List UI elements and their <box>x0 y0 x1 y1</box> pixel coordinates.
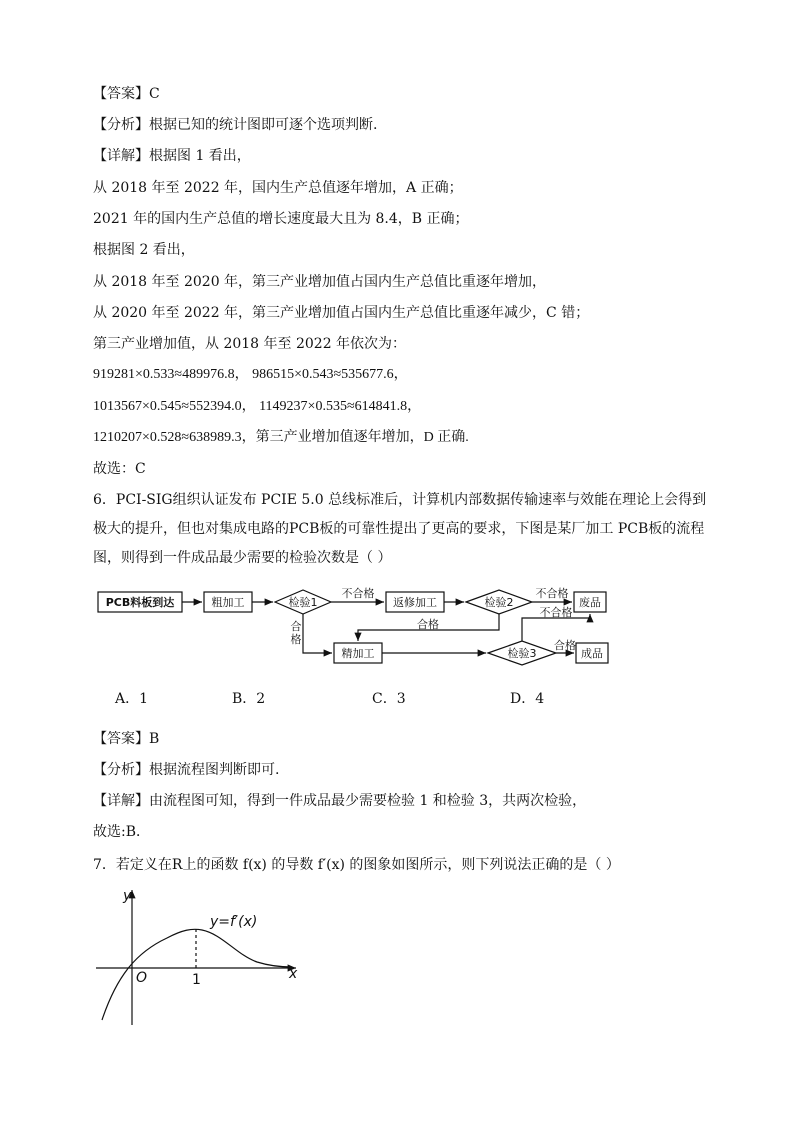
calculation-line: 919281×0.533≈489976.8， 986515×0.543≈535677.6， <box>93 367 408 382</box>
product-label: 成品 <box>581 647 603 660</box>
solution-line: 2021 年的国内生产总值的增长速度最大且为 8.4，B 正确； <box>93 211 469 227</box>
question-7-stem: 7．若定义在R上的函数 f(x) 的导数 f′(x) 的图象如图所示，则下列说法正确的是（ ） <box>93 857 620 873</box>
detail-line: 【详解】根据图 1 看出， <box>93 148 251 164</box>
choose-line: 故选:B． <box>93 824 151 840</box>
analysis-line: 【分析】根据已知的统计图即可逐个选项判断. <box>93 117 378 133</box>
option-a: A．1 <box>115 691 149 707</box>
fail-label: 不合格 <box>535 587 569 600</box>
analysis-line: 【分析】根据流程图判断即可. <box>93 762 280 778</box>
derivative-graph <box>92 880 312 1030</box>
y-axis-label: y <box>123 888 132 904</box>
pass-label: 合格 <box>554 639 576 652</box>
pass-label: 合格 <box>417 618 439 631</box>
option-b: B．2 <box>232 691 266 707</box>
flowchart <box>90 580 630 670</box>
solution-line: 从 2018 年至 2020 年，第三产业增加值占国内生产总值比重逐年增加， <box>93 274 547 290</box>
option-c: C．3 <box>372 691 406 707</box>
tick-label: 1 <box>192 972 201 988</box>
start-label: PCB料板到达 <box>105 596 175 609</box>
check2-label: 检验2 <box>484 596 514 609</box>
pass-vertical-label: 合 <box>290 620 302 633</box>
scrap-label: 废品 <box>579 596 601 609</box>
origin-label: O <box>136 970 148 986</box>
calculation-line: 1210207×0.528≈638989.3，第三产业增加值逐年增加，D 正确. <box>93 430 469 445</box>
choose-line: 故选：C <box>93 461 146 477</box>
rework-label: 返修加工 <box>393 596 437 609</box>
detail-line: 【详解】由流程图可知，得到一件成品最少需要检验 1 和检验 3，共两次检验， <box>93 793 587 809</box>
solution-line: 根据图 2 看出， <box>93 242 195 258</box>
solution-line: 从 2020 年至 2022 年，第三产业增加值占国内生产总值比重逐年减少，C 错； <box>93 305 590 321</box>
solution-line: 第三产业增加值，从 2018 年至 2022 年依次为： <box>93 336 407 352</box>
option-d: D．4 <box>510 691 545 707</box>
rough-label: 粗加工 <box>211 596 245 609</box>
x-axis-label: x <box>289 966 298 982</box>
answer-line: 【答案】C <box>93 86 160 102</box>
calculation-line: 1013567×0.545≈552394.0， 1149237×0.535≈614841.8， <box>93 399 422 414</box>
check3-label: 检验3 <box>507 647 537 660</box>
answer-line: 【答案】B <box>93 731 160 747</box>
fail-label: 不合格 <box>539 606 573 619</box>
solution-line: 从 2018 年至 2022 年，国内生产总值逐年增加，A 正确； <box>93 180 463 196</box>
pass-vertical-label: 格 <box>290 633 302 646</box>
question-6-stem: 6．PCI-SIG组织认证发布 PCIE 5.0 总线标准后，计算机内部数据传输速率与效能在理论上会得到极大的提升，但也对集成电路的PCB板的可靠性提出了更高的要求，下图是某厂加工 PCB板的流程图，则得到一件成品最少需要的检验次数是（ ） <box>93 492 707 566</box>
fine-label: 精加工 <box>341 647 375 660</box>
fail-label: 不合格 <box>341 587 375 600</box>
curve-label: y=f′(x) <box>210 914 258 930</box>
check1-label: 检验1 <box>288 596 318 609</box>
